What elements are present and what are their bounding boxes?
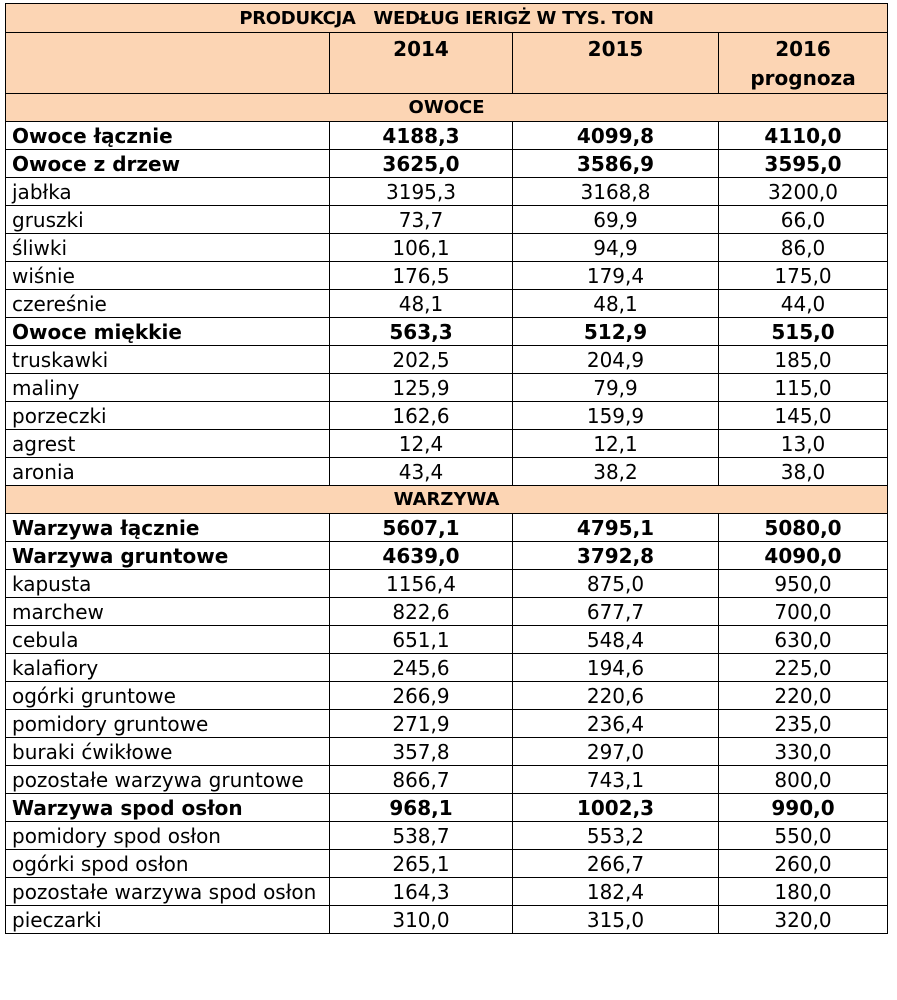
header-year-2016-label: 2016 [775, 37, 831, 61]
value-2015: 266,7 [513, 850, 719, 878]
value-2014: 310,0 [330, 906, 513, 934]
table-row [6, 906, 888, 934]
subtotal-row [6, 514, 888, 542]
row-label: Warzywa spod osłon [6, 794, 330, 822]
section-title: WARZYWA [6, 486, 888, 514]
value-2016: 630,0 [719, 626, 888, 654]
value-2015: 553,2 [513, 822, 719, 850]
value-2016: 13,0 [719, 430, 888, 458]
value-2015: 297,0 [513, 738, 719, 766]
row-label: czereśnie [6, 290, 330, 318]
value-2015: 548,4 [513, 626, 719, 654]
table-row [6, 458, 888, 486]
value-2015: 220,6 [513, 682, 719, 710]
header-row [6, 33, 888, 94]
row-label: Warzywa gruntowe [6, 542, 330, 570]
row-label: Owoce z drzew [6, 150, 330, 178]
value-2016: 260,0 [719, 850, 888, 878]
value-2014: 162,6 [330, 402, 513, 430]
value-2016: 220,0 [719, 682, 888, 710]
row-label: kalafiory [6, 654, 330, 682]
value-2014: 357,8 [330, 738, 513, 766]
table-row [6, 738, 888, 766]
value-2015: 179,4 [513, 262, 719, 290]
header-year-2016 [719, 33, 888, 94]
value-2016: 800,0 [719, 766, 888, 794]
value-2016: 330,0 [719, 738, 888, 766]
header-label-cell [6, 33, 330, 94]
table-row [6, 430, 888, 458]
value-2015: 677,7 [513, 598, 719, 626]
row-label: marchew [6, 598, 330, 626]
value-2014: 164,3 [330, 878, 513, 906]
row-label: porzeczki [6, 402, 330, 430]
row-label: Owoce miękkie [6, 318, 330, 346]
header-forecast-label: prognoza [750, 66, 856, 90]
header-year-2014: 2014 [330, 33, 513, 94]
value-2016: 3595,0 [719, 150, 888, 178]
table-row [6, 234, 888, 262]
table-row [6, 850, 888, 878]
subtotal-row [6, 318, 888, 346]
header-year-2015: 2015 [513, 33, 719, 94]
value-2014: 4639,0 [330, 542, 513, 570]
value-2015: 3586,9 [513, 150, 719, 178]
subtotal-row [6, 122, 888, 150]
value-2014: 106,1 [330, 234, 513, 262]
value-2014: 125,9 [330, 374, 513, 402]
table-row [6, 290, 888, 318]
table-row [6, 766, 888, 794]
value-2015: 182,4 [513, 878, 719, 906]
value-2014: 4188,3 [330, 122, 513, 150]
value-2015: 315,0 [513, 906, 719, 934]
value-2014: 3625,0 [330, 150, 513, 178]
table-row [6, 374, 888, 402]
row-label: gruszki [6, 206, 330, 234]
value-2015: 159,9 [513, 402, 719, 430]
value-2015: 12,1 [513, 430, 719, 458]
value-2016: 44,0 [719, 290, 888, 318]
subtotal-row [6, 542, 888, 570]
value-2014: 3195,3 [330, 178, 513, 206]
value-2014: 48,1 [330, 290, 513, 318]
value-2014: 73,7 [330, 206, 513, 234]
row-label: cebula [6, 626, 330, 654]
row-label: pomidory gruntowe [6, 710, 330, 738]
value-2016: 145,0 [719, 402, 888, 430]
value-2016: 180,0 [719, 878, 888, 906]
table-title: PRODUKCJA WEDŁUG IERIGŻ W TYS. TON [6, 4, 888, 33]
table-row [6, 402, 888, 430]
value-2014: 538,7 [330, 822, 513, 850]
row-label: śliwki [6, 234, 330, 262]
value-2015: 1002,3 [513, 794, 719, 822]
table-row [6, 710, 888, 738]
value-2014: 866,7 [330, 766, 513, 794]
row-label: wiśnie [6, 262, 330, 290]
row-label: jabłka [6, 178, 330, 206]
value-2016: 66,0 [719, 206, 888, 234]
row-label: aronia [6, 458, 330, 486]
value-2016: 4110,0 [719, 122, 888, 150]
value-2014: 968,1 [330, 794, 513, 822]
section-title: OWOCE [6, 94, 888, 122]
value-2015: 48,1 [513, 290, 719, 318]
table-row [6, 262, 888, 290]
section-header-row [6, 486, 888, 514]
value-2016: 5080,0 [719, 514, 888, 542]
value-2015: 3168,8 [513, 178, 719, 206]
row-label: ogórki spod osłon [6, 850, 330, 878]
value-2016: 225,0 [719, 654, 888, 682]
value-2016: 700,0 [719, 598, 888, 626]
table-row [6, 570, 888, 598]
value-2014: 266,9 [330, 682, 513, 710]
value-2014: 822,6 [330, 598, 513, 626]
value-2015: 94,9 [513, 234, 719, 262]
value-2015: 512,9 [513, 318, 719, 346]
table-row [6, 682, 888, 710]
value-2015: 4795,1 [513, 514, 719, 542]
row-label: Owoce łącznie [6, 122, 330, 150]
value-2014: 5607,1 [330, 514, 513, 542]
row-label: agrest [6, 430, 330, 458]
row-label: maliny [6, 374, 330, 402]
value-2016: 990,0 [719, 794, 888, 822]
table-row [6, 626, 888, 654]
section-header-row [6, 94, 888, 122]
value-2015: 4099,8 [513, 122, 719, 150]
row-label: truskawki [6, 346, 330, 374]
row-label: pozostałe warzywa gruntowe [6, 766, 330, 794]
value-2014: 43,4 [330, 458, 513, 486]
table-row [6, 654, 888, 682]
subtotal-row [6, 150, 888, 178]
value-2014: 1156,4 [330, 570, 513, 598]
value-2015: 204,9 [513, 346, 719, 374]
value-2014: 202,5 [330, 346, 513, 374]
value-2016: 950,0 [719, 570, 888, 598]
row-label: Warzywa łącznie [6, 514, 330, 542]
value-2015: 194,6 [513, 654, 719, 682]
table-row [6, 346, 888, 374]
table-row [6, 878, 888, 906]
value-2016: 3200,0 [719, 178, 888, 206]
value-2014: 176,5 [330, 262, 513, 290]
value-2015: 38,2 [513, 458, 719, 486]
production-table [5, 3, 888, 934]
subtotal-row [6, 794, 888, 822]
value-2016: 4090,0 [719, 542, 888, 570]
value-2015: 875,0 [513, 570, 719, 598]
value-2014: 265,1 [330, 850, 513, 878]
value-2014: 245,6 [330, 654, 513, 682]
value-2016: 86,0 [719, 234, 888, 262]
row-label: buraki ćwikłowe [6, 738, 330, 766]
value-2016: 550,0 [719, 822, 888, 850]
value-2015: 3792,8 [513, 542, 719, 570]
title-row [6, 4, 888, 33]
value-2014: 563,3 [330, 318, 513, 346]
table-row [6, 598, 888, 626]
value-2014: 651,1 [330, 626, 513, 654]
table-body [6, 94, 888, 934]
value-2016: 320,0 [719, 906, 888, 934]
value-2014: 12,4 [330, 430, 513, 458]
row-label: kapusta [6, 570, 330, 598]
table-row [6, 178, 888, 206]
value-2016: 515,0 [719, 318, 888, 346]
table-row [6, 206, 888, 234]
value-2015: 236,4 [513, 710, 719, 738]
row-label: pozostałe warzywa spod osłon [6, 878, 330, 906]
value-2016: 235,0 [719, 710, 888, 738]
value-2015: 79,9 [513, 374, 719, 402]
row-label: pomidory spod osłon [6, 822, 330, 850]
value-2014: 271,9 [330, 710, 513, 738]
value-2016: 175,0 [719, 262, 888, 290]
value-2016: 38,0 [719, 458, 888, 486]
row-label: ogórki gruntowe [6, 682, 330, 710]
value-2015: 743,1 [513, 766, 719, 794]
value-2016: 115,0 [719, 374, 888, 402]
value-2015: 69,9 [513, 206, 719, 234]
value-2016: 185,0 [719, 346, 888, 374]
table-row [6, 822, 888, 850]
row-label: pieczarki [6, 906, 330, 934]
